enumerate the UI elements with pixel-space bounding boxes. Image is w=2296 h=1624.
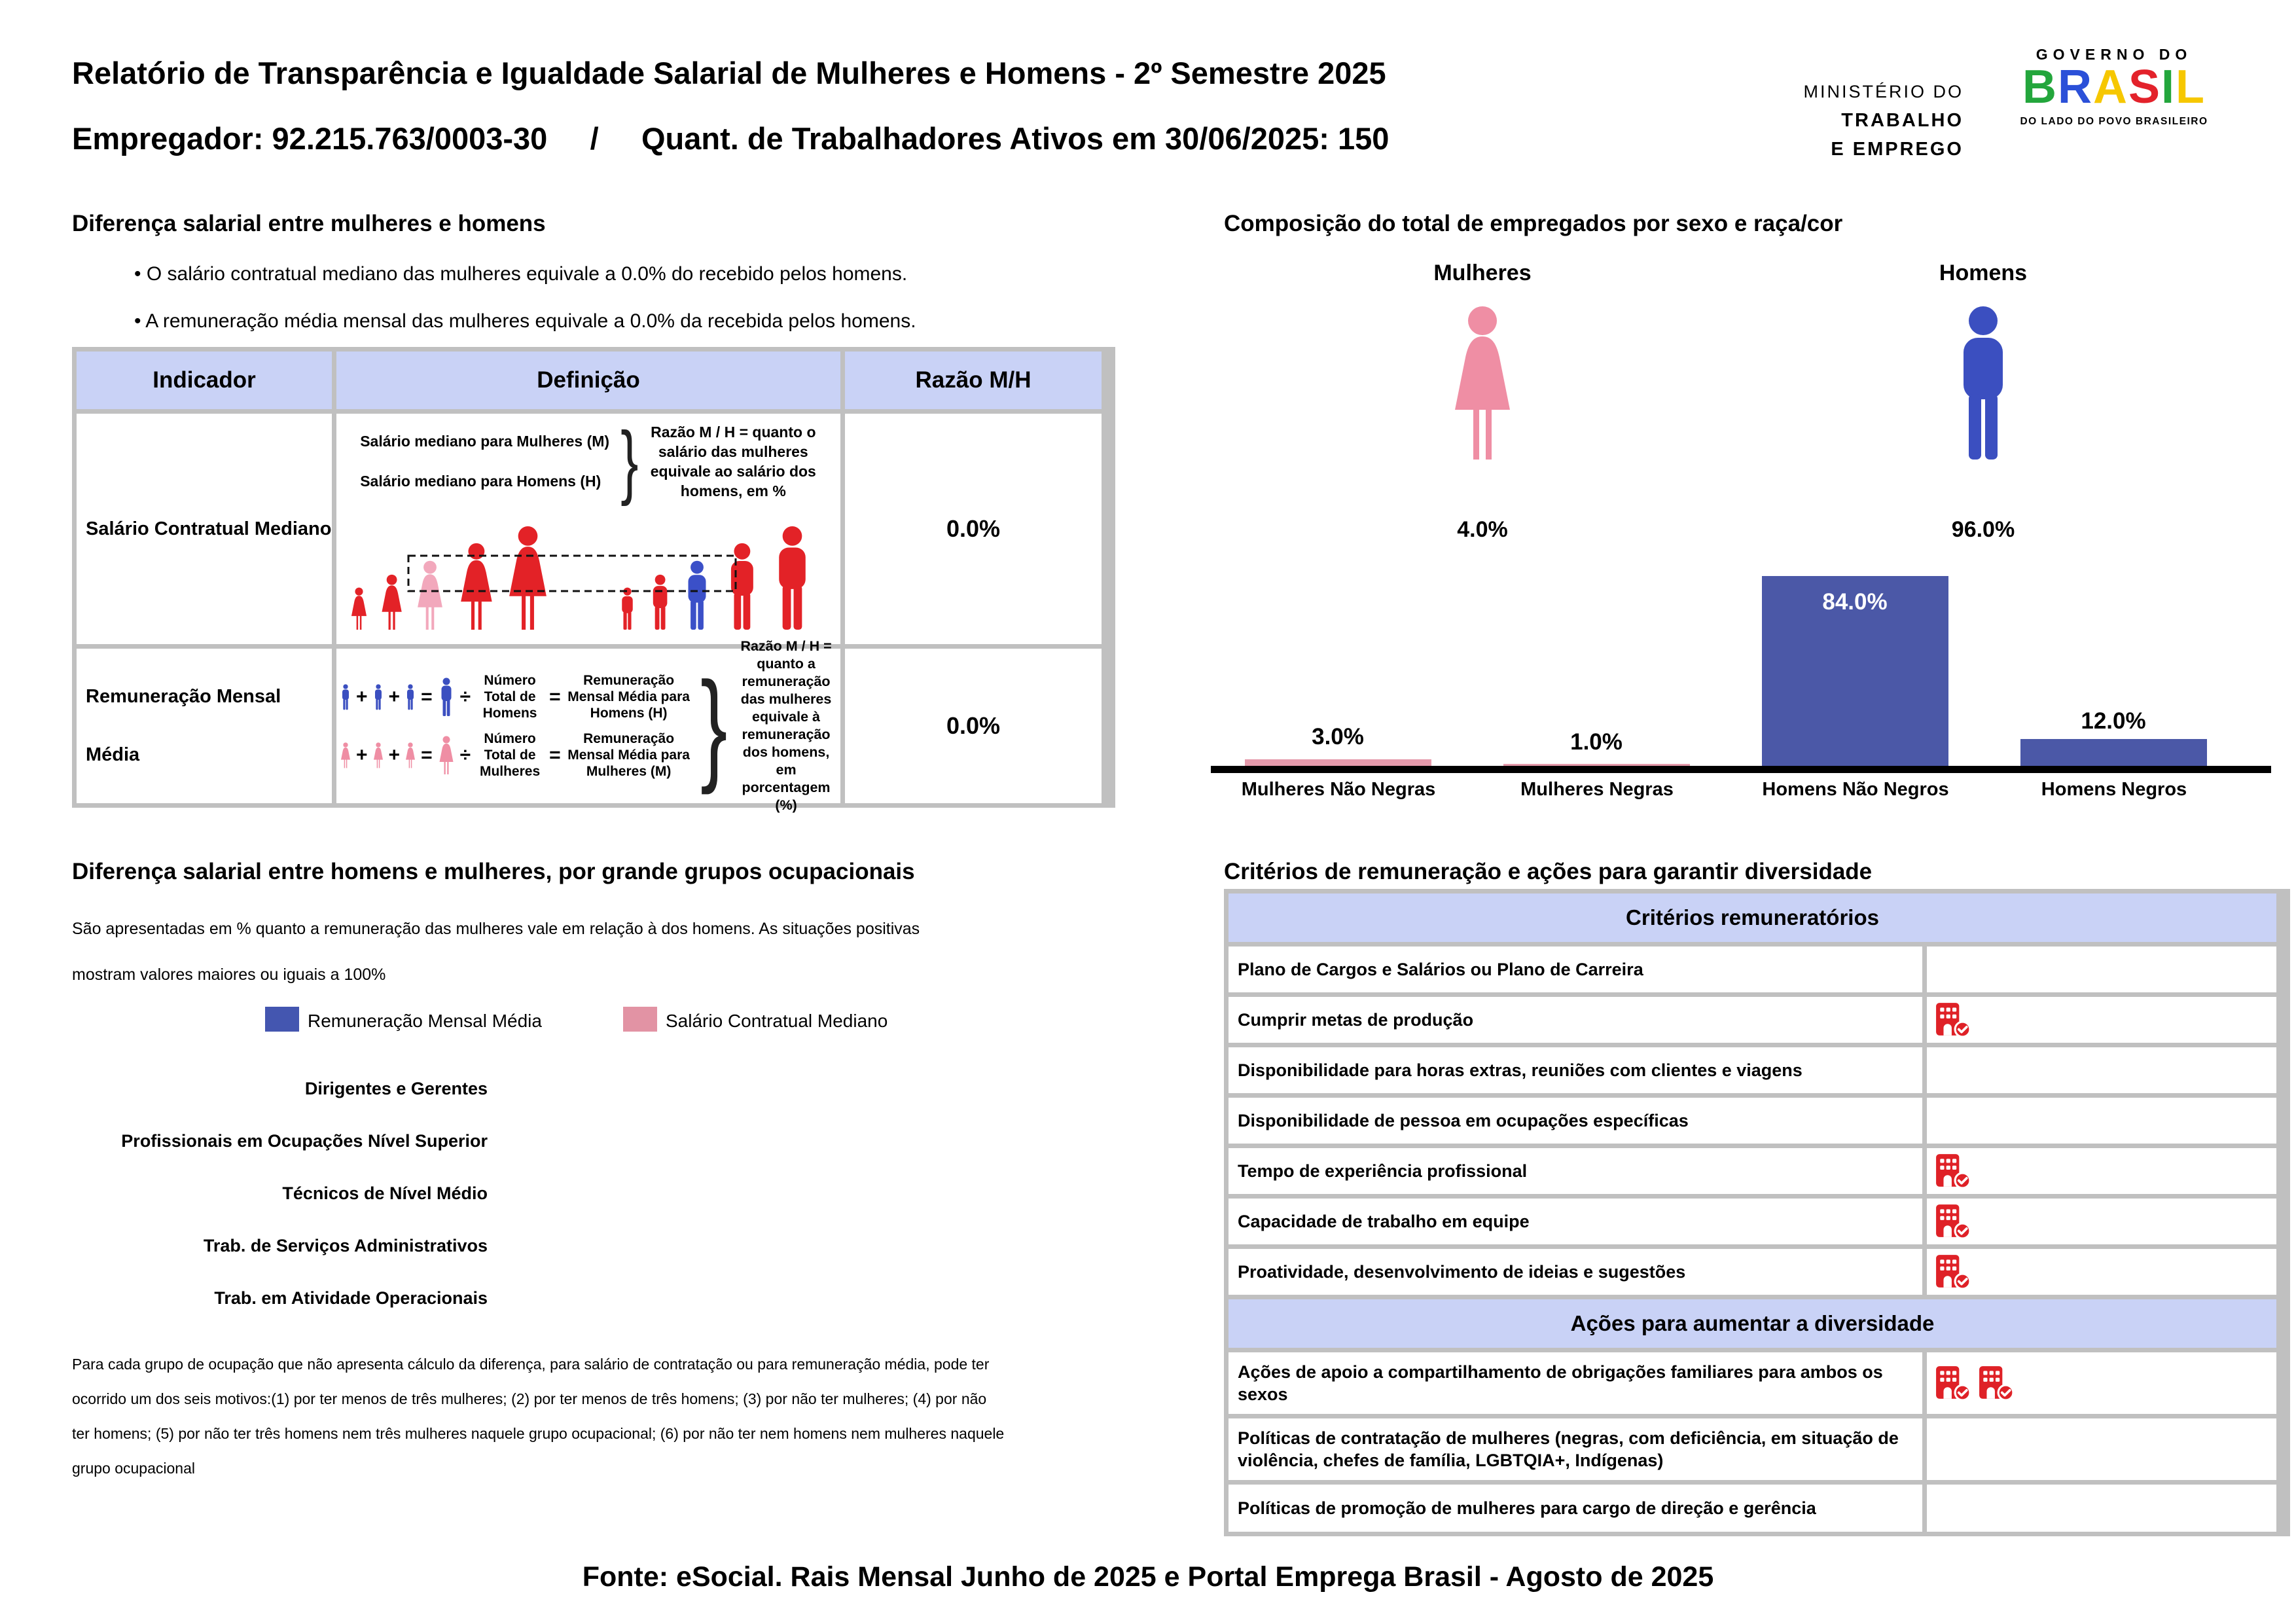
criteria-item-checks — [1927, 1047, 2276, 1093]
occupation-group-label: Técnicos de Nível Médio — [282, 1183, 488, 1203]
bar-homens-negros — [2020, 739, 2207, 766]
formula-row-women: + + = ÷ Número Total de Mulheres = Remuneração Mensal Média para Mulheres (M) — [339, 731, 693, 780]
indicator-table — [72, 347, 1115, 813]
ministry-line3: E EMPREGO — [1831, 139, 1964, 160]
ministry-line2: TRABALHO — [1841, 110, 1964, 131]
criteria-item-checks — [1927, 1418, 2276, 1480]
diff-bullet-1: • O salário contratual mediano das mulheres equivale a 0.0% do recebido pelos homens. — [134, 263, 907, 285]
brasil-letter: I — [2161, 61, 2176, 113]
legend-label-median: Salário Contratual Mediano — [666, 1011, 888, 1031]
page-title: Relatório de Transparência e Igualdade Salarial de Mulheres e Homens - 2º Semestre 2025 — [72, 56, 1386, 90]
criteria-item-checks — [1927, 1485, 2276, 1532]
col-header-definicao: Definição — [336, 352, 840, 409]
criteria-item-label: Plano de Cargos e Salários ou Plano de Carreira — [1229, 947, 1922, 992]
source-footer: Fonte: eSocial. Rais Mensal Junho de 2025 e Portal Emprega Brasil - Agosto de 2025 — [582, 1561, 1714, 1593]
criteria-item-checks — [1927, 947, 2276, 992]
men-group-label: Homens — [1939, 261, 2028, 285]
men-total-label: Número Total de Homens — [482, 673, 537, 721]
race-gender-bar-chart — [1211, 563, 2271, 812]
criteria-item-label: Capacidade de trabalho em equipe — [1229, 1199, 1922, 1244]
footnote-line: grupo ocupacional — [72, 1460, 195, 1477]
bar-category-label: Homens Não Negros — [1762, 779, 1949, 800]
occupation-group-label: Trab. de Serviços Administrativos — [203, 1236, 488, 1255]
footnote-line: ter homens; (5) por não ter três homens nem três mulheres naquele grupo ocupacional; (6) por não ter nem homens nem mulheres naquele — [72, 1425, 1005, 1442]
brasil-letter: B — [2022, 61, 2058, 113]
bar-category-label: Mulheres Não Negras — [1241, 779, 1436, 800]
company-check-icon — [1935, 1153, 1971, 1189]
brasil-wordmark — [1993, 63, 2235, 111]
brasil-letter: A — [2092, 61, 2128, 113]
bar-value-label: 3.0% — [1312, 724, 1364, 749]
col-header-razao: Razão M/H — [845, 352, 1102, 409]
criteria-item-label: Cumprir metas de produção — [1229, 997, 1922, 1043]
ratio-median-value: 0.0% — [845, 414, 1102, 644]
women-percent: 4.0% — [1457, 517, 1508, 542]
bar-category-label: Homens Negros — [2041, 779, 2187, 800]
median-ratio-explain: Razão M / H = quanto o salário das mulheres equivale ao salário dos homens, em % — [650, 423, 816, 499]
criteria-item-label: Proatividade, desenvolvimento de ideias e sugestões — [1229, 1249, 1922, 1295]
criteria-heading: Critérios de remuneração e ações para garantir diversidade — [1224, 859, 1873, 884]
mean-pay-line2: Média — [86, 744, 140, 765]
bar-mulheres-nao-negras — [1245, 759, 1431, 766]
bar-value-label: 12.0% — [2081, 708, 2146, 734]
bar-category-label: Mulheres Negras — [1520, 779, 1674, 800]
indicator-label-mean-pay — [77, 649, 332, 803]
diff-bullet-2: • A remuneração média mensal das mulheres equivale a 0.0% da recebida pelos homens. — [134, 310, 916, 333]
occupation-group-label: Profissionais em Ocupações Nível Superior — [121, 1131, 488, 1151]
criteria-item-checks — [1927, 1148, 2276, 1194]
formula-row-men: + + = ÷ Número Total de Homens = Remuneração Mensal Média para Homens (H) — [339, 672, 693, 721]
median-women-label: Salário mediano para Mulheres (M) — [360, 432, 610, 450]
criteria-item-checks — [1927, 1098, 2276, 1144]
criteria-item-checks — [1927, 997, 2276, 1043]
legend-swatch-median — [623, 1007, 657, 1032]
company-check-icon — [1935, 1001, 1971, 1038]
men-percent: 96.0% — [1951, 517, 2015, 542]
criteria-item-label: Ações de apoio a compartilhamento de obrigações familiares para ambos os sexos — [1229, 1352, 1922, 1414]
criteria-item-checks — [1927, 1249, 2276, 1295]
median-men-label: Salário mediano para Homens (H) — [360, 472, 601, 490]
bar-value-label: 84.0% — [1822, 589, 1888, 615]
gov-tagline: DO LADO DO POVO BRASILEIRO — [2020, 116, 2208, 127]
occupational-desc-2: mostram valores maiores ou iguais a 100% — [72, 965, 386, 984]
col-header-indicador: Indicador — [77, 352, 332, 409]
man-pictogram — [1944, 296, 2022, 471]
woman-pictogram — [1443, 296, 1522, 471]
company-check-icon — [1935, 1365, 1971, 1401]
occupational-footnote — [72, 1347, 1172, 1486]
criteria-item-label: Políticas de contratação de mulheres (negras, com deficiência, em situação de violência, chefes de família, LGBTQIA+, Indígenas) — [1229, 1418, 1922, 1480]
indicator-label-median-salary: Salário Contratual Mediano — [77, 414, 332, 644]
brasil-letter: S — [2128, 61, 2162, 113]
footnote-line: ocorrido um dos seis motivos:(1) por ter menos de três mulheres; (2) por ter menos de três homens; (3) por não ter mulheres; (4) por não — [72, 1390, 987, 1407]
criteria-item-label: Disponibilidade para horas extras, reuniões com clientes e viagens — [1229, 1047, 1922, 1093]
company-check-icon — [1935, 1254, 1971, 1290]
women-mean-label: Remuneração Mensal Média para Mulheres (M) — [567, 731, 690, 779]
bar-value-label: 1.0% — [1570, 729, 1623, 755]
criteria-item-label: Disponibilidade de pessoa em ocupações específicas — [1229, 1098, 1922, 1144]
criteria-item-label: Políticas de promoção de mulheres para cargo de direção e gerência — [1229, 1485, 1922, 1532]
occupational-heading: Diferença salarial entre homens e mulheres, por grande grupos ocupacionais — [72, 859, 915, 884]
legend-swatch-mean — [265, 1007, 299, 1032]
brace-glyph: } — [700, 657, 727, 795]
criteria-item-label: Tempo de experiência profissional — [1229, 1148, 1922, 1194]
company-check-icon — [1978, 1365, 2015, 1401]
mean-ratio-explain: Razão M / H = quanto a remuneração das mulheres equivale à remuneração dos homens, em porcentagem (%) — [740, 638, 832, 813]
women-group-label: Mulheres — [1433, 261, 1532, 285]
composition-heading: Composição do total de empregados por sexo e raça/cor — [1224, 211, 1843, 236]
occupational-desc-1: São apresentadas em % quanto a remuneração das mulheres vale em relação à dos homens. As situações positivas — [72, 920, 920, 938]
mean-pay-line1: Remuneração Mensal — [86, 686, 281, 707]
brace-glyph: } — [620, 416, 639, 507]
women-total-label: Número Total de Mulheres — [479, 731, 541, 779]
occupation-group-label: Trab. em Atividade Operacionais — [214, 1288, 488, 1308]
criteria-section1-header: Critérios remuneratórios — [1229, 893, 2276, 942]
legend-label-mean: Remuneração Mensal Média — [308, 1011, 542, 1031]
criteria-section2-header: Ações para aumentar a diversidade — [1229, 1299, 2276, 1348]
occupation-group-label: Dirigentes e Gerentes — [304, 1079, 488, 1098]
criteria-table — [1224, 889, 2290, 1536]
gov-kicker: GOVERNO DO — [2036, 46, 2193, 63]
employer-line: Empregador: 92.215.763/0003-30 / Quant. de Trabalhadores Ativos em 30/06/2025: 150 — [72, 121, 1390, 156]
ministry-logo — [1702, 77, 1964, 164]
brasil-letter: R — [2057, 61, 2093, 113]
men-mean-label: Remuneração Mensal Média para Homens (H) — [567, 673, 690, 721]
footnote-line: Para cada grupo de ocupação que não apresenta cálculo da diferença, para salário de contratação ou para remuneração média, pode ter — [72, 1356, 990, 1373]
ratio-mean-value: 0.0% — [845, 649, 1102, 803]
people-comparison-graphic — [342, 502, 819, 633]
chart-baseline — [1211, 766, 2271, 773]
definition-diagram-mean — [336, 638, 840, 813]
governo-brasil-logo — [1993, 46, 2235, 128]
criteria-item-checks — [1927, 1199, 2276, 1244]
diff-section-heading: Diferença salarial entre mulheres e homens — [72, 211, 546, 236]
ministry-line1: MINISTÉRIO DO — [1803, 82, 1964, 101]
criteria-item-checks — [1927, 1352, 2276, 1414]
company-check-icon — [1935, 1203, 1971, 1240]
definition-diagram-median — [336, 414, 840, 644]
brasil-letter: L — [2176, 61, 2206, 113]
